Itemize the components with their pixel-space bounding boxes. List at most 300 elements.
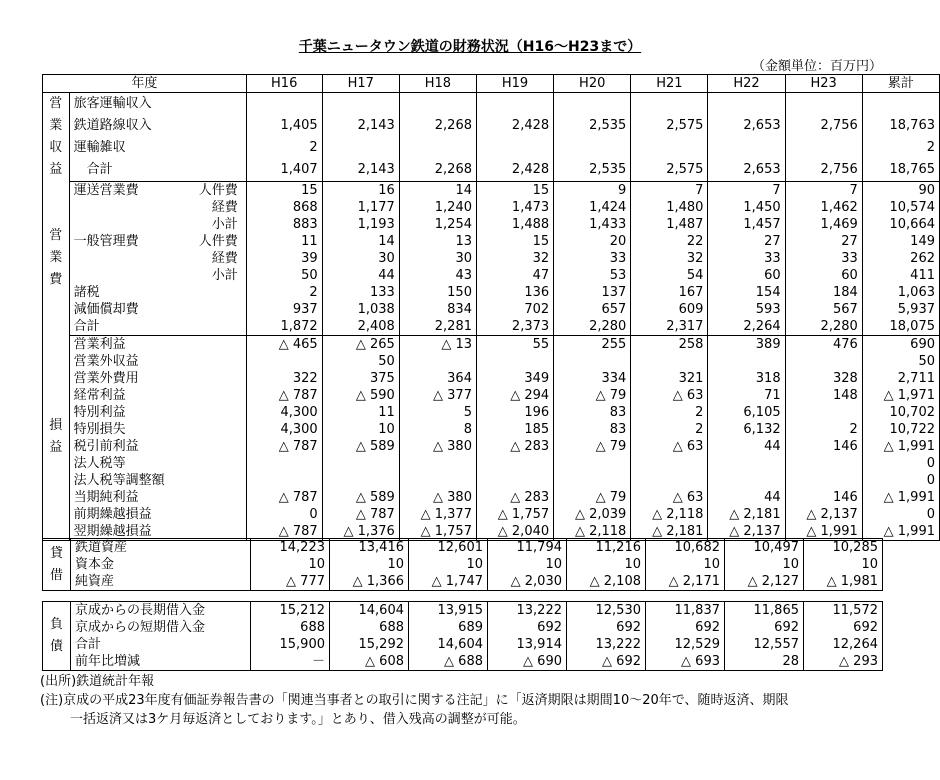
row-item: [69, 199, 180, 216]
cell-value: 22: [631, 233, 708, 250]
row-item: 特別利益: [73, 404, 126, 420]
row-subitem: [180, 455, 246, 472]
row-item: 特別損失: [73, 421, 126, 437]
cell-value: 6,132: [708, 421, 785, 438]
table-row: [43, 284, 940, 301]
cell-value: 10: [409, 556, 488, 573]
table-row: [43, 250, 940, 267]
row-subitem: [180, 489, 246, 506]
cell-value: 90: [862, 181, 939, 199]
cell-value: △ 2,040: [476, 523, 553, 541]
cell-value: 2,756: [785, 159, 862, 181]
cell-value: △ 2,137: [708, 523, 785, 541]
cell-value: 44: [708, 489, 785, 506]
row-subitem: [180, 159, 246, 181]
table-row: [43, 653, 883, 671]
cell-value: [322, 455, 399, 472]
cell-value: [399, 472, 476, 489]
cell-value: [631, 455, 708, 472]
row-subitem: [180, 387, 246, 404]
cell-value: [322, 93, 399, 115]
row-subitem: 小計: [211, 267, 238, 283]
cell-value: 32: [476, 250, 553, 267]
cell-value: [708, 353, 785, 370]
section-label-char: 費: [49, 272, 63, 287]
row-item: 経常利益: [73, 387, 126, 403]
cell-value: 364: [399, 370, 476, 387]
cell-value: △ 608: [330, 653, 409, 671]
row-item: 諸税: [73, 284, 100, 300]
row-subitem: [180, 404, 246, 421]
cell-value: 2,711: [862, 370, 939, 387]
cell-value: 50: [246, 267, 322, 284]
cell-value: 883: [246, 216, 322, 233]
cell-value: △ 1,981: [804, 573, 883, 591]
cell-value: 389: [708, 335, 785, 353]
cell-value: △ 1,757: [476, 506, 553, 523]
cell-value: 10: [804, 556, 883, 573]
cell-value: [631, 353, 708, 370]
cell-value: 349: [476, 370, 553, 387]
cell-value: 14,604: [330, 602, 409, 620]
cell-value: 13,915: [409, 602, 488, 620]
table-row: [43, 181, 940, 199]
table-row: [43, 602, 883, 620]
cell-value: △ 283: [476, 438, 553, 455]
cell-value: △ 13: [399, 335, 476, 353]
row-subitem: [180, 301, 246, 318]
cell-value: 10: [322, 421, 399, 438]
cell-value: △ 2,039: [554, 506, 631, 523]
cell-value: [862, 93, 939, 115]
section-label-char: 損: [49, 418, 63, 434]
cell-value: 5: [399, 404, 476, 421]
cell-value: 15: [246, 181, 322, 199]
row-item: 合計: [69, 159, 180, 181]
section-label: [43, 539, 71, 591]
section-label: [43, 335, 70, 540]
cell-value: 12,601: [409, 539, 488, 557]
cell-value: 321: [631, 370, 708, 387]
header-year: H23: [785, 75, 862, 93]
cell-value: 196: [476, 404, 553, 421]
header-year: H21: [631, 75, 708, 93]
section-label-char: 営: [49, 96, 63, 111]
cell-value: 44: [708, 438, 785, 455]
cell-value: 4,300: [246, 421, 322, 438]
cell-value: 476: [785, 335, 862, 353]
table-row: [43, 199, 940, 216]
row-subitem: [180, 335, 246, 353]
cell-value: 692: [804, 619, 883, 636]
cell-value: [476, 455, 553, 472]
cell-value: 10: [251, 556, 330, 573]
cell-value: 13,222: [567, 636, 646, 653]
table-row: [43, 318, 940, 336]
cell-value: △ 1,991: [862, 523, 939, 541]
cell-value: [785, 472, 862, 489]
cell-value: 146: [785, 438, 862, 455]
table-row: [43, 421, 940, 438]
table-row: [43, 472, 940, 489]
cell-value: 2,575: [631, 115, 708, 137]
cell-value: 2,143: [322, 115, 399, 137]
cell-value: 0: [862, 506, 939, 523]
table-row: [43, 159, 940, 181]
cell-value: 1,488: [476, 216, 553, 233]
cell-value: △ 1,376: [322, 523, 399, 541]
cell-value: 4,300: [246, 404, 322, 421]
cell-value: [631, 93, 708, 115]
cell-value: △ 2,181: [631, 523, 708, 541]
cell-value: 2,408: [322, 318, 399, 336]
cell-value: 2: [862, 137, 939, 159]
cell-value: [631, 472, 708, 489]
cell-value: 12,530: [567, 602, 646, 620]
cell-value: 15,212: [251, 602, 330, 620]
cell-value: [785, 353, 862, 370]
row-item: 減価償却費: [73, 301, 139, 317]
cell-value: 10,682: [646, 539, 725, 557]
cell-value: 1,457: [708, 216, 785, 233]
cell-value: 53: [554, 267, 631, 284]
table-row: [43, 404, 940, 421]
row-item: 営業外費用: [73, 370, 139, 386]
cell-value: 10,497: [725, 539, 804, 557]
cell-value: 16: [322, 181, 399, 199]
cell-value: 60: [708, 267, 785, 284]
cell-value: 10: [567, 556, 646, 573]
cell-value: △ 787: [246, 523, 322, 541]
cell-value: 318: [708, 370, 785, 387]
cell-value: △ 692: [567, 653, 646, 671]
cell-value: 1,487: [631, 216, 708, 233]
table-row: [43, 301, 940, 318]
cell-value: 9: [554, 181, 631, 199]
cell-value: △ 589: [322, 489, 399, 506]
cell-value: 10,702: [862, 404, 939, 421]
cell-value: △ 1,991: [862, 489, 939, 506]
cell-value: 8: [399, 421, 476, 438]
cell-value: 47: [476, 267, 553, 284]
cell-value: △ 79: [554, 387, 631, 404]
table-row: [43, 115, 940, 137]
cell-value: △ 2,127: [725, 573, 804, 591]
row-item: [69, 216, 180, 233]
cell-value: 2,281: [399, 318, 476, 336]
section-label-char: 負: [49, 617, 63, 632]
cell-value: 10: [725, 556, 804, 573]
cell-value: 10,722: [862, 421, 939, 438]
cell-value: 411: [862, 267, 939, 284]
cell-value: 18,763: [862, 115, 939, 137]
cell-value: [476, 472, 553, 489]
cell-value: 14,223: [251, 539, 330, 557]
cell-value: 2,264: [708, 318, 785, 336]
cell-value: 1,254: [399, 216, 476, 233]
cell-value: 13,222: [488, 602, 567, 620]
table-row: [43, 636, 883, 653]
cell-value: △ 590: [322, 387, 399, 404]
row-item: 旅客運輸収入: [73, 96, 152, 112]
cell-value: 12,557: [725, 636, 804, 653]
cell-value: 688: [330, 619, 409, 636]
cell-value: 868: [246, 199, 322, 216]
table-row: [43, 216, 940, 233]
cell-value: 13,416: [330, 539, 409, 557]
cell-value: △ 380: [399, 489, 476, 506]
cell-value: 50: [322, 353, 399, 370]
cell-value: 5,937: [862, 301, 939, 318]
cell-value: 149: [862, 233, 939, 250]
cell-value: 0: [862, 472, 939, 489]
cell-value: 55: [476, 335, 553, 353]
cell-value: 2: [246, 137, 322, 159]
row-subitem: [180, 506, 246, 523]
cell-value: 1,469: [785, 216, 862, 233]
cell-value: 2: [631, 404, 708, 421]
cell-value: [246, 93, 322, 115]
table-row: [43, 489, 940, 506]
section-label-char: 収: [49, 140, 63, 155]
cell-value: △ 1,991: [862, 438, 939, 455]
cell-value: [554, 93, 631, 115]
row-subitem: [180, 421, 246, 438]
cell-value: 13: [399, 233, 476, 250]
cell-value: 334: [554, 370, 631, 387]
cell-value: △ 377: [399, 387, 476, 404]
cell-value: 83: [554, 421, 631, 438]
cell-value: 2,575: [631, 159, 708, 181]
row-subitem: [180, 353, 246, 370]
cell-value: 27: [708, 233, 785, 250]
header-year: 累計: [862, 75, 939, 93]
cell-value: 688: [251, 619, 330, 636]
cell-value: 375: [322, 370, 399, 387]
cell-value: 1,480: [631, 199, 708, 216]
cell-value: [476, 93, 553, 115]
cell-value: 50: [862, 353, 939, 370]
cell-value: 689: [409, 619, 488, 636]
row-subitem: [180, 370, 246, 387]
cell-value: 11: [246, 233, 322, 250]
cell-value: 12,529: [646, 636, 725, 653]
cell-value: 28: [725, 653, 804, 671]
table-row: [43, 556, 883, 573]
cell-value: [554, 455, 631, 472]
debt-table: [42, 601, 883, 671]
cell-value: 593: [708, 301, 785, 318]
cell-value: 30: [399, 250, 476, 267]
cell-value: [476, 353, 553, 370]
cell-value: 14: [322, 233, 399, 250]
cell-value: △ 79: [554, 489, 631, 506]
cell-value: 834: [399, 301, 476, 318]
cell-value: 2,317: [631, 318, 708, 336]
row-item: 前期繰越損益: [73, 506, 152, 522]
cell-value: △ 1,991: [785, 523, 862, 541]
cell-value: [476, 137, 553, 159]
cell-value: 7: [708, 181, 785, 199]
header-year: H22: [708, 75, 785, 93]
cell-value: 1,240: [399, 199, 476, 216]
section-label-char: 業: [49, 118, 63, 133]
cell-value: 10,574: [862, 199, 939, 216]
cell-value: 1,038: [322, 301, 399, 318]
cell-value: [708, 455, 785, 472]
header-year: H16: [246, 75, 322, 93]
cell-value: 0: [246, 506, 322, 523]
cell-value: [708, 137, 785, 159]
header-year: H19: [476, 75, 553, 93]
notes: [40, 672, 789, 729]
cell-value: [708, 93, 785, 115]
row-subitem: 経費: [211, 250, 238, 266]
cell-value: 692: [488, 619, 567, 636]
cell-value: △ 294: [476, 387, 553, 404]
cell-value: △ 787: [322, 506, 399, 523]
cell-value: 33: [554, 250, 631, 267]
cell-value: △ 693: [646, 653, 725, 671]
section-label-char: 営: [49, 228, 63, 243]
cell-value: 322: [246, 370, 322, 387]
table-row: [43, 455, 940, 472]
cell-value: 657: [554, 301, 631, 318]
cell-value: [399, 93, 476, 115]
cell-value: 185: [476, 421, 553, 438]
header-year: H17: [322, 75, 399, 93]
section-label-char: 債: [49, 639, 63, 654]
cell-value: 15: [476, 233, 553, 250]
row-item: [69, 250, 180, 267]
table-row: [43, 137, 940, 159]
cell-value: 567: [785, 301, 862, 318]
cell-value: △ 2,030: [488, 573, 567, 591]
cell-value: △ 688: [409, 653, 488, 671]
table-row: [43, 539, 883, 557]
table-row: [43, 619, 883, 636]
row-item: [69, 267, 180, 284]
table-row: [43, 387, 940, 404]
cell-value: 2: [631, 421, 708, 438]
cell-value: 150: [399, 284, 476, 301]
page-title: 千葉ニュータウン鉄道の財務状況（H16～H23まで）: [298, 39, 642, 55]
cell-value: 12,264: [804, 636, 883, 653]
cell-value: [399, 455, 476, 472]
row-subitem: [180, 438, 246, 455]
cell-value: 60: [785, 267, 862, 284]
cell-value: [554, 137, 631, 159]
cell-value: △ 787: [246, 438, 322, 455]
cell-value: [322, 137, 399, 159]
cell-value: 1,405: [246, 115, 322, 137]
row-item: 京成からの長期借入金: [75, 603, 206, 618]
row-item: 前年比増減: [75, 654, 141, 669]
cell-value: 13,914: [488, 636, 567, 653]
cell-value: 54: [631, 267, 708, 284]
cell-value: 10,285: [804, 539, 883, 557]
section-label-char: 貸: [49, 545, 63, 561]
cell-value: 71: [708, 387, 785, 404]
cell-value: 30: [322, 250, 399, 267]
row-subitem: [180, 318, 246, 336]
cell-value: 1,450: [708, 199, 785, 216]
header-year: H20: [554, 75, 631, 93]
cell-value: △ 1,366: [330, 573, 409, 591]
row-item: 資本金: [75, 557, 115, 572]
cell-value: 692: [646, 619, 725, 636]
cell-value: [246, 472, 322, 489]
cell-value: 2,535: [554, 115, 631, 137]
cell-value: △ 380: [399, 438, 476, 455]
cell-value: 258: [631, 335, 708, 353]
section-label: [43, 93, 70, 182]
row-item: 当期純利益: [73, 489, 139, 505]
row-item: 一般管理費: [73, 233, 139, 249]
cell-value: 2,428: [476, 159, 553, 181]
cell-value: △ 2,108: [567, 573, 646, 591]
cell-value: 692: [567, 619, 646, 636]
cell-value: 27: [785, 233, 862, 250]
row-item: 営業利益: [73, 336, 126, 352]
cell-value: △ 2,118: [631, 506, 708, 523]
table-row: [43, 438, 940, 455]
row-item: 法人税等調整額: [73, 472, 165, 488]
cell-value: 2,653: [708, 115, 785, 137]
cell-value: －: [251, 653, 330, 671]
cell-value: △ 2,171: [646, 573, 725, 591]
row-item: 税引前利益: [73, 438, 139, 454]
row-subitem: [180, 93, 246, 115]
cell-value: 133: [322, 284, 399, 301]
cell-value: 1,407: [246, 159, 322, 181]
cell-value: 7: [631, 181, 708, 199]
cell-value: [785, 455, 862, 472]
cell-value: 328: [785, 370, 862, 387]
row-subitem: 小計: [211, 216, 238, 232]
cell-value: 11: [322, 404, 399, 421]
unit-label: （金額単位：百万円）: [751, 59, 882, 74]
cell-value: [246, 455, 322, 472]
cell-value: 6,105: [708, 404, 785, 421]
cell-value: 690: [862, 335, 939, 353]
cell-value: 167: [631, 284, 708, 301]
table-row: [43, 335, 940, 353]
cell-value: 11,216: [567, 539, 646, 557]
cell-value: [554, 353, 631, 370]
cell-value: 11,572: [804, 602, 883, 620]
footnote-line-1: (注)京成の平成23年度有価証券報告書の「関連当事者との取引に関する注記」に「返済期限は期間10～20年で、随時返済、期限: [40, 693, 789, 708]
header-year: H18: [399, 75, 476, 93]
cell-value: 83: [554, 404, 631, 421]
cell-value: 2: [246, 284, 322, 301]
cell-value: △ 465: [246, 335, 322, 353]
cell-value: 1,462: [785, 199, 862, 216]
cell-value: 10,664: [862, 216, 939, 233]
cell-value: 2,268: [399, 159, 476, 181]
cell-value: [785, 93, 862, 115]
cell-value: 2,280: [785, 318, 862, 336]
cell-value: △ 2,137: [785, 506, 862, 523]
table-row: [43, 506, 940, 523]
cell-value: 255: [554, 335, 631, 353]
cell-value: △ 63: [631, 438, 708, 455]
cell-value: 1,177: [322, 199, 399, 216]
section-label-char: 借: [49, 567, 63, 583]
cell-value: 154: [708, 284, 785, 301]
cell-value: 44: [322, 267, 399, 284]
cell-value: 1,193: [322, 216, 399, 233]
